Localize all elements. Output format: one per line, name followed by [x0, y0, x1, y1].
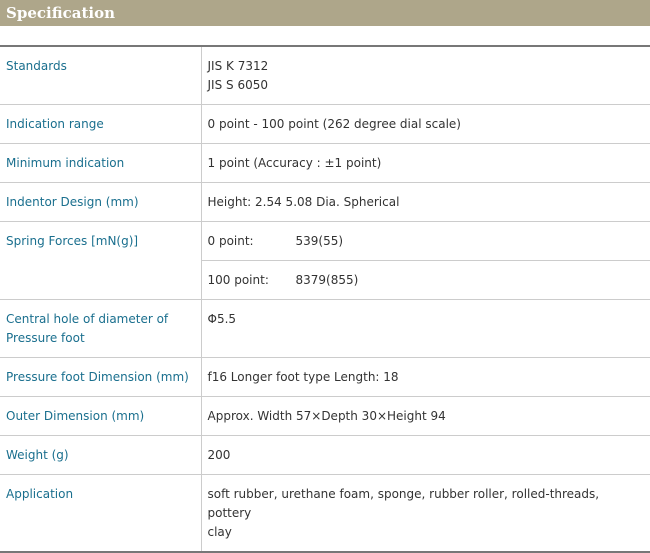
row-label: Pressure foot Dimension (mm) — [0, 358, 201, 397]
row-value — [201, 46, 650, 105]
row-value — [201, 475, 650, 553]
row-value — [201, 222, 650, 261]
row-value: 200 — [201, 436, 650, 475]
table-row-central-hole — [0, 300, 650, 358]
row-value: 1 point (Accuracy : ±1 point) — [201, 144, 650, 183]
table-row-application — [0, 475, 650, 553]
row-label — [0, 300, 201, 358]
section-header — [0, 0, 650, 26]
spring-point-label: 100 point: — [207, 273, 269, 287]
application-value-line: clay — [207, 525, 232, 539]
row-label-line: Central hole of diameter of — [6, 312, 169, 326]
table-row-indication-range — [0, 105, 650, 144]
table-row-standards — [0, 46, 650, 105]
spring-point-label: 0 point: — [207, 234, 254, 248]
row-value: Approx. Width 57×Depth 30×Height 94 — [201, 397, 650, 436]
row-value: Φ5.5 — [201, 300, 650, 358]
row-value: 0 point - 100 point (262 degree dial scale) — [201, 105, 650, 144]
row-label: Weight (g) — [0, 436, 201, 475]
header-spacer — [0, 26, 650, 45]
row-value: Height: 2.54 5.08 Dia. Spherical — [201, 183, 650, 222]
row-value: f16 Longer foot type Length: 18 — [201, 358, 650, 397]
table-row-weight — [0, 436, 650, 475]
specification-table — [0, 45, 650, 553]
table-row-indentor-design — [0, 183, 650, 222]
row-label-line: Pressure foot — [6, 331, 85, 345]
row-label: Spring Forces [mN(g)] — [0, 222, 201, 300]
spring-force-value: 8379(855) — [295, 273, 359, 287]
row-label: Indication range — [0, 105, 201, 144]
section-title: Specification — [6, 4, 115, 22]
standard-value: JIS S 6050 — [207, 78, 268, 92]
row-label: Indentor Design (mm) — [0, 183, 201, 222]
table-row-spring-forces — [0, 222, 650, 261]
table-row-minimum-indication — [0, 144, 650, 183]
row-value — [201, 261, 650, 300]
row-label: Standards — [0, 46, 201, 105]
row-label: Minimum indication — [0, 144, 201, 183]
row-label: Outer Dimension (mm) — [0, 397, 201, 436]
row-label: Application — [0, 475, 201, 553]
application-value-line: soft rubber, urethane foam, sponge, rubber roller, rolled-threads, pottery — [207, 487, 600, 520]
spring-force-value: 539(55) — [295, 234, 344, 248]
standard-value: JIS K 7312 — [207, 59, 269, 73]
table-row-outer-dimension — [0, 397, 650, 436]
table-row-pressure-foot-dimension — [0, 358, 650, 397]
